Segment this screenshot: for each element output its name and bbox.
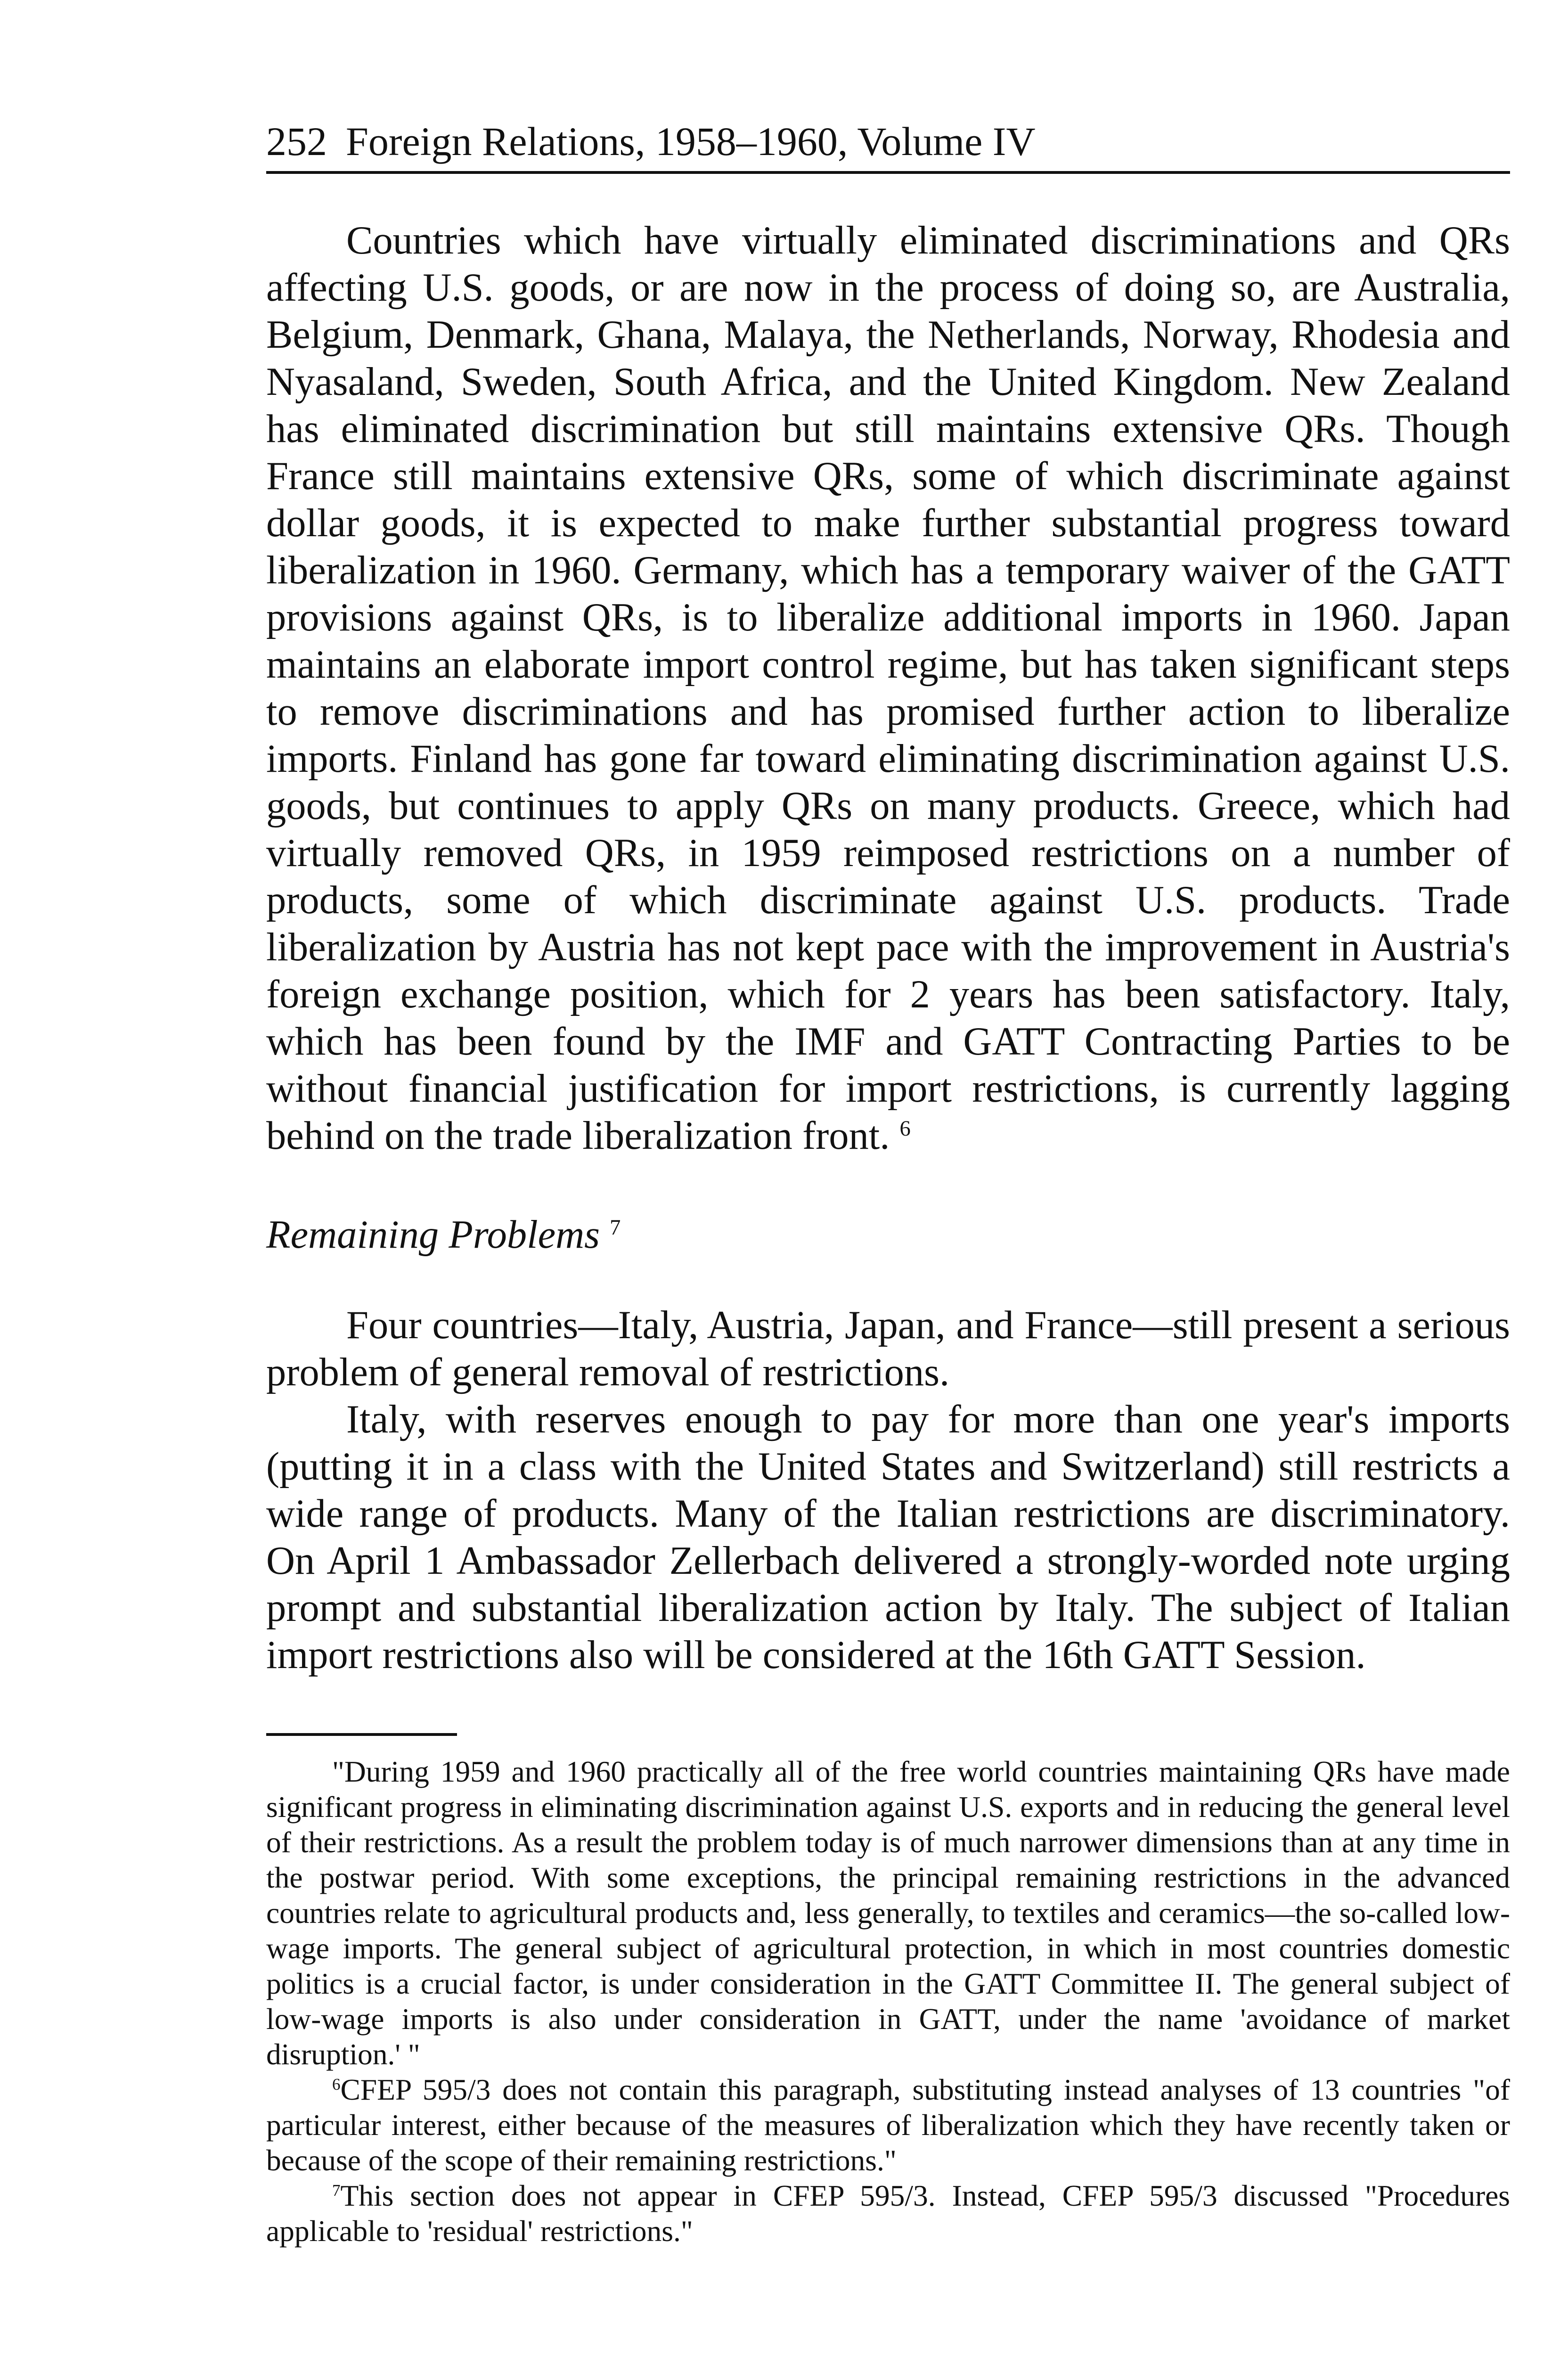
footnote-marker: 7 bbox=[332, 2181, 341, 2200]
running-head bbox=[266, 115, 1510, 174]
footnote bbox=[266, 2178, 1510, 2249]
document-page bbox=[266, 115, 1510, 2249]
footnote bbox=[266, 1754, 1510, 2072]
section-heading-text: Remaining Problems bbox=[266, 1213, 600, 1257]
footnotes bbox=[266, 1754, 1510, 2249]
page-number: 252 bbox=[266, 119, 327, 164]
paragraph-text: Countries which have virtually eliminated discriminations and QRs affecting U.S. goods, or are now in the process of doing so, are Australia, Belgium, Denmark, Ghana, Malaya, the Netherlands, Norway, Rhodesia and Nyasaland, Sweden, South Africa, and the United Kingdom. New Zealand has eliminated discrimination but still maintains extensive QRs. Though France still maintains extensive QRs, some of which discriminate against dollar goods, it is expected to make further substantial progress toward liberalization in 1960. Germany, which has a temporary waiver of the GATT provisions against QRs, is to liberalize additional imports in 1960. Japan maintains an elaborate import control regime, but has taken significant steps to remove discriminations and has promised further action to liberalize imports. Finland has gone far toward eliminating discrimination against U.S. goods, but continues to apply QRs on many products. Greece, which had virtually removed QRs, in 1959 reimposed restrictions on a number of products, some of which discriminate against U.S. products. Trade liberalization by Austria has not kept pace with the improvement in Austria's foreign exchange position, which for 2 years has been satisfactory. Italy, which has been found by the IMF and GATT Contracting Parties to be without financial justification for import restrictions, is currently lagging behind on the trade liberalization front. bbox=[266, 219, 1510, 1158]
body-paragraph: Four countries—Italy, Austria, Japan, and France—still present a serious problem of general removal of restrictions. bbox=[266, 1303, 1510, 1394]
footnote-reference: 7 bbox=[610, 1216, 621, 1240]
body-paragraph: Italy, with reserves enough to pay for more than one year's imports (putting it in a class with the United States and Switzerland) still restricts a wide range of products. Many of the Italian restrictions are discriminatory. On April 1 Ambassador Zellerbach delivered a strongly-worded note urging prompt and substantial liberalization action by Italy. The subject of Italian import restrictions also will be considered at the 16th GATT Session. bbox=[266, 1398, 1510, 1677]
footnote-reference: 6 bbox=[899, 1117, 911, 1141]
volume-title: Foreign Relations, 1958–1960, Volume IV bbox=[346, 119, 1036, 164]
section-heading bbox=[266, 1211, 1510, 1259]
footnote-divider bbox=[266, 1733, 457, 1736]
footnote-text: CFEP 595/3 does not contain this paragraph, substituting instead analyses of 13 countries "of particular interest, either because of the measures of liberalization which they have recently taken or because of the scope of their remaining restrictions." bbox=[266, 2073, 1510, 2177]
footnote-text: This section does not appear in CFEP 595/3. Instead, CFEP 595/3 discussed "Procedures applicable to 'residual' restrictions." bbox=[266, 2179, 1510, 2248]
footnote-text: "During 1959 and 1960 practically all of the free world countries maintaining QRs have made significant progress in eliminating discrimination against U.S. exports and in reducing the general level of their restrictions. As a result the problem today is of much narrower dimensions than at any time in the postwar period. With some exceptions, the principal remaining restrictions in the advanced countries relate to agricultural products and, less generally, to textiles and ceramics—the so-called low-wage imports. The general subject of agricultural protection, in which in most countries domestic politics is a crucial factor, is under consideration in the GATT Committee II. The general subject of low-wage imports is also under consideration in GATT, under the name 'avoidance of market disruption.' " bbox=[266, 1755, 1510, 2071]
footnote bbox=[266, 2072, 1510, 2178]
footnote-marker: 6 bbox=[332, 2075, 341, 2094]
body-paragraph bbox=[266, 217, 1510, 1160]
